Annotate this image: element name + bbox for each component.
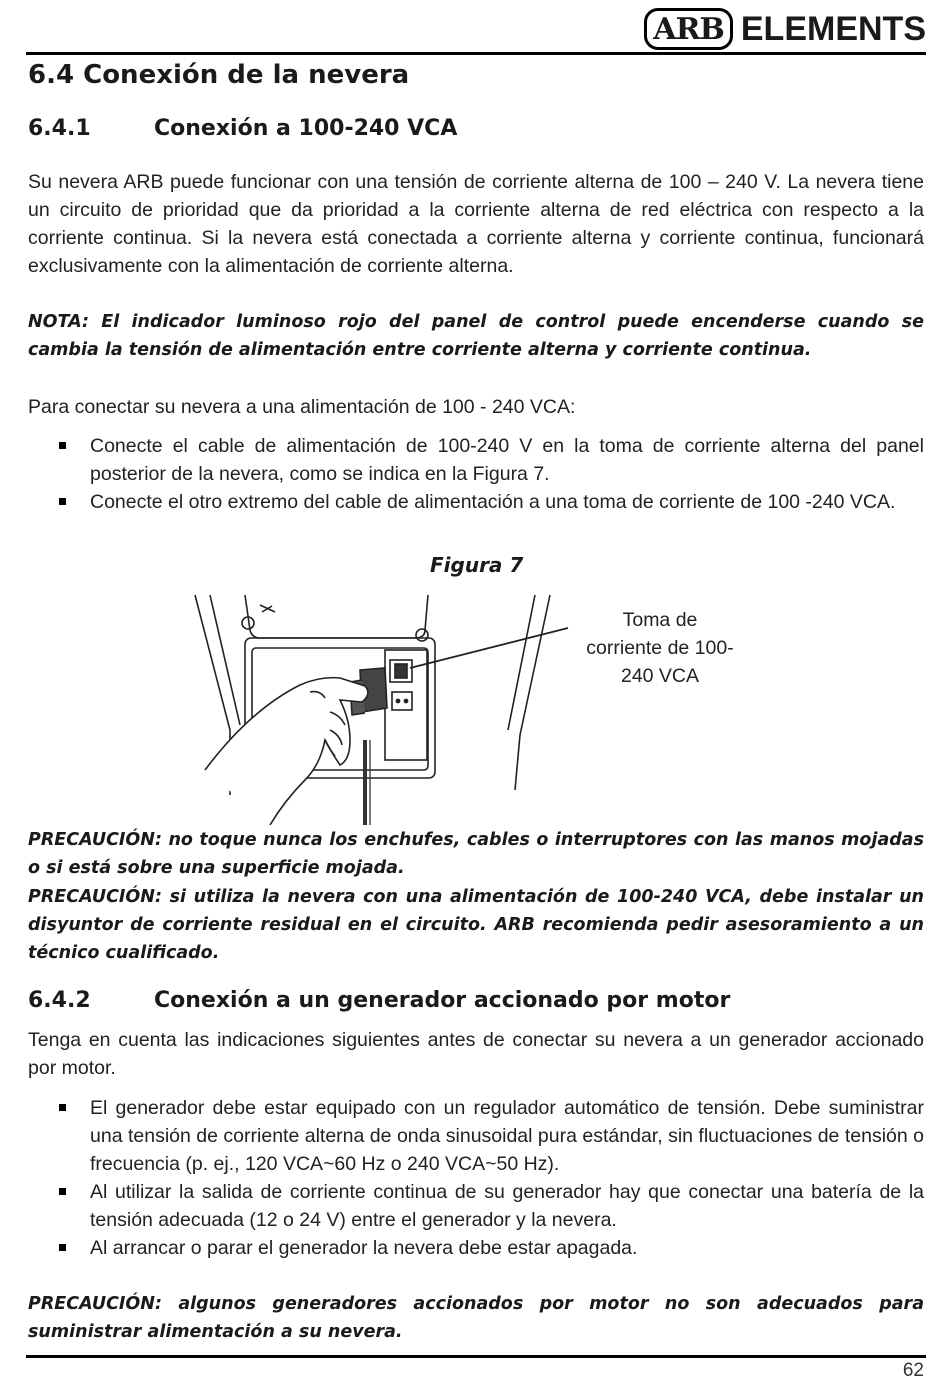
list-item: Al utilizar la salida de corriente continua de su generador hay que conectar una batería de la tensión adecuada (12 o 24 V) entre el generador y la nevera.	[28, 1178, 924, 1234]
subsection-number: 6.4.1	[28, 116, 91, 141]
figure-callout-label: Toma de corriente de 100-240 VCA	[586, 609, 734, 687]
caution-wet-hands: PRECAUCIÓN: no toque nunca los enchufes, cables o interruptores con las manos mojadas o si está sobre una superficie mojada.	[28, 830, 924, 878]
subsection-number: 6.4.2	[28, 988, 91, 1013]
list-item: Conecte el otro extremo del cable de alimentación a una toma de corriente de 100 -240 VCA.	[28, 488, 924, 516]
paragraph-ac-intro: Su nevera ARB puede funcionar con una tensión de corriente alterna de 100 – 240 V. La nevera tiene un circuito de prioridad que da prioridad a la corriente alterna de red eléctrica con respecto a la corriente continua. Si la nevera está conectada a corriente alterna y corriente continua, funcionará exclusivamente con la alimentación de corriente alterna.	[28, 171, 924, 277]
figure-7-illustration	[190, 590, 570, 825]
list-item: Conecte el cable de alimentación de 100-240 V en la toma de corriente alterna del panel posterior de la nevera, como se indica en la Figura 7.	[28, 432, 924, 488]
bullet-icon	[59, 1188, 66, 1195]
generator-requirements-list	[28, 1094, 924, 1262]
header-divider	[26, 52, 926, 55]
list-item: El generador debe estar equipado con un regulador automático de tensión. Debe suministrar una tensión de corriente alterna de onda sinusoidal pura estándar, sin fluctuaciones de tensión o frecuencia (p. ej., 120 VCA~60 Hz o 240 VCA~50 Hz).	[28, 1094, 924, 1178]
bullet-icon	[59, 498, 66, 505]
arb-logo-badge: ARB	[644, 8, 733, 50]
caution-generators: PRECAUCIÓN: algunos generadores accionados por motor no son adecuados para suministrar alimentación a su nevera.	[28, 1294, 924, 1342]
brand-logo	[644, 8, 926, 50]
note-indicator: NOTA: El indicador luminoso rojo del panel de control puede encenderse cuando se cambia la tensión de alimentación entre corriente alterna y corriente continua.	[28, 312, 924, 360]
bullet-icon	[59, 1104, 66, 1111]
subsection-title: Conexión a un generador accionado por motor	[154, 988, 731, 1013]
bullet-icon	[59, 1244, 66, 1251]
paragraph-generator-intro: Tenga en cuenta las indicaciones siguientes antes de conectar su nevera a un generador accionado por motor.	[28, 1029, 924, 1079]
list-item: Al arrancar o parar el generador la nevera debe estar apagada.	[28, 1234, 924, 1262]
subsection-heading-1	[28, 116, 457, 141]
caution-breaker: PRECAUCIÓN: si utiliza la nevera con una alimentación de 100-240 VCA, debe instalar un disyuntor de corriente residual en el circuito. ARB recomienda pedir asesoramiento a un técnico cualificado.	[28, 887, 924, 963]
connect-steps-list	[28, 432, 924, 516]
subsection-title: Conexión a 100-240 VCA	[154, 116, 458, 141]
paragraph-connect-intro: Para conectar su nevera a una alimentación de 100 - 240 VCA:	[28, 396, 576, 418]
subsection-heading-2	[28, 988, 730, 1013]
figure-caption: Figura 7	[430, 553, 524, 577]
bullet-icon	[59, 442, 66, 449]
footer-divider	[26, 1355, 926, 1358]
page-number: 62	[902, 1360, 924, 1381]
section-title: 6.4 Conexión de la nevera	[28, 60, 410, 90]
elements-wordmark: ELEMENTS	[740, 9, 926, 48]
